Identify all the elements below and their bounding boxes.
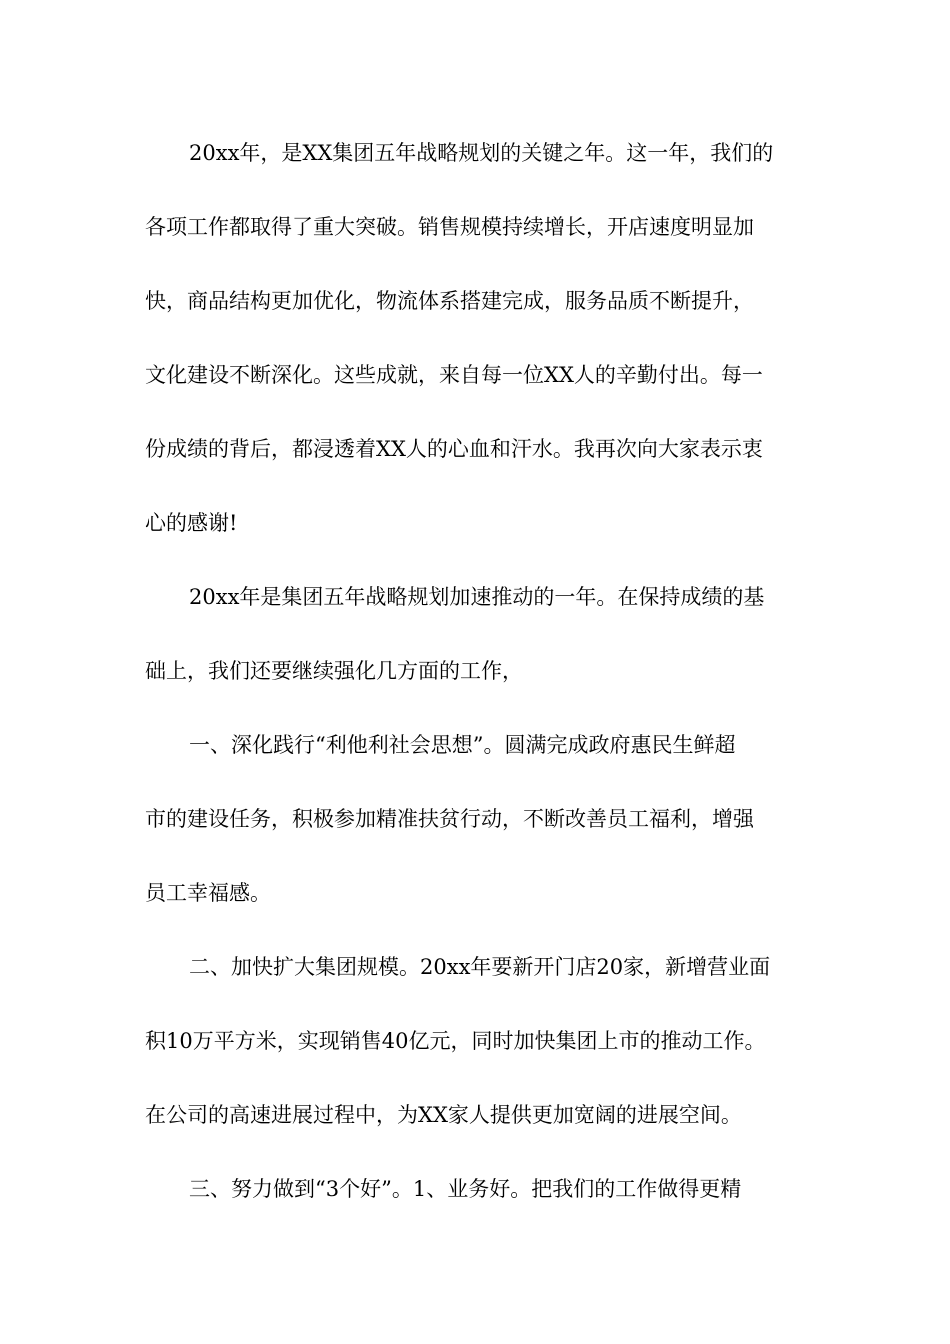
text-line: 文化建设不断深化。这些成就，来自每一位XX人的辛勤付出。每一 xyxy=(145,363,763,387)
text-line: 各项工作都取得了重大突破。销售规模持续增长，开店速度明显加 xyxy=(145,215,754,239)
text-line: 快，商品结构更加优化，物流体系搭建完成，服务品质不断提升， xyxy=(145,289,754,313)
text-line: 20xx年，是XX集团五年战略规划的关键之年。这一年，我们的 xyxy=(189,141,774,165)
text-line: 一、深化践行“利他利社会思想”。圆满完成政府惠民生鲜超 xyxy=(189,733,736,757)
text-line: 础上，我们还要继续强化几方面的工作， xyxy=(145,659,523,683)
text-line: 员工幸福感。 xyxy=(145,881,271,905)
text-line: 二、加快扩大集团规模。20xx年要新开门店20家，新增营业面 xyxy=(189,955,771,979)
text-line: 心的感谢! xyxy=(145,511,238,535)
text-line: 在公司的高速进展过程中，为XX家人提供更加宽阔的进展空间。 xyxy=(145,1103,742,1127)
text-line: 市的建设任务，积极参加精准扶贫行动，不断改善员工福利，增强 xyxy=(145,807,754,831)
text-line: 20xx年是集团五年战略规划加速推动的一年。在保持成绩的基 xyxy=(189,585,765,609)
text-line: 三、努力做到“3个好”。1、业务好。把我们的工作做得更精 xyxy=(189,1177,742,1201)
document-body xyxy=(145,130,815,1240)
text-line: 份成绩的背后，都浸透着XX人的心血和汗水。我再次向大家表示衷 xyxy=(145,437,763,461)
text-line: 积10万平方米，实现销售40亿元，同时加快集团上市的推动工作。 xyxy=(145,1029,766,1053)
